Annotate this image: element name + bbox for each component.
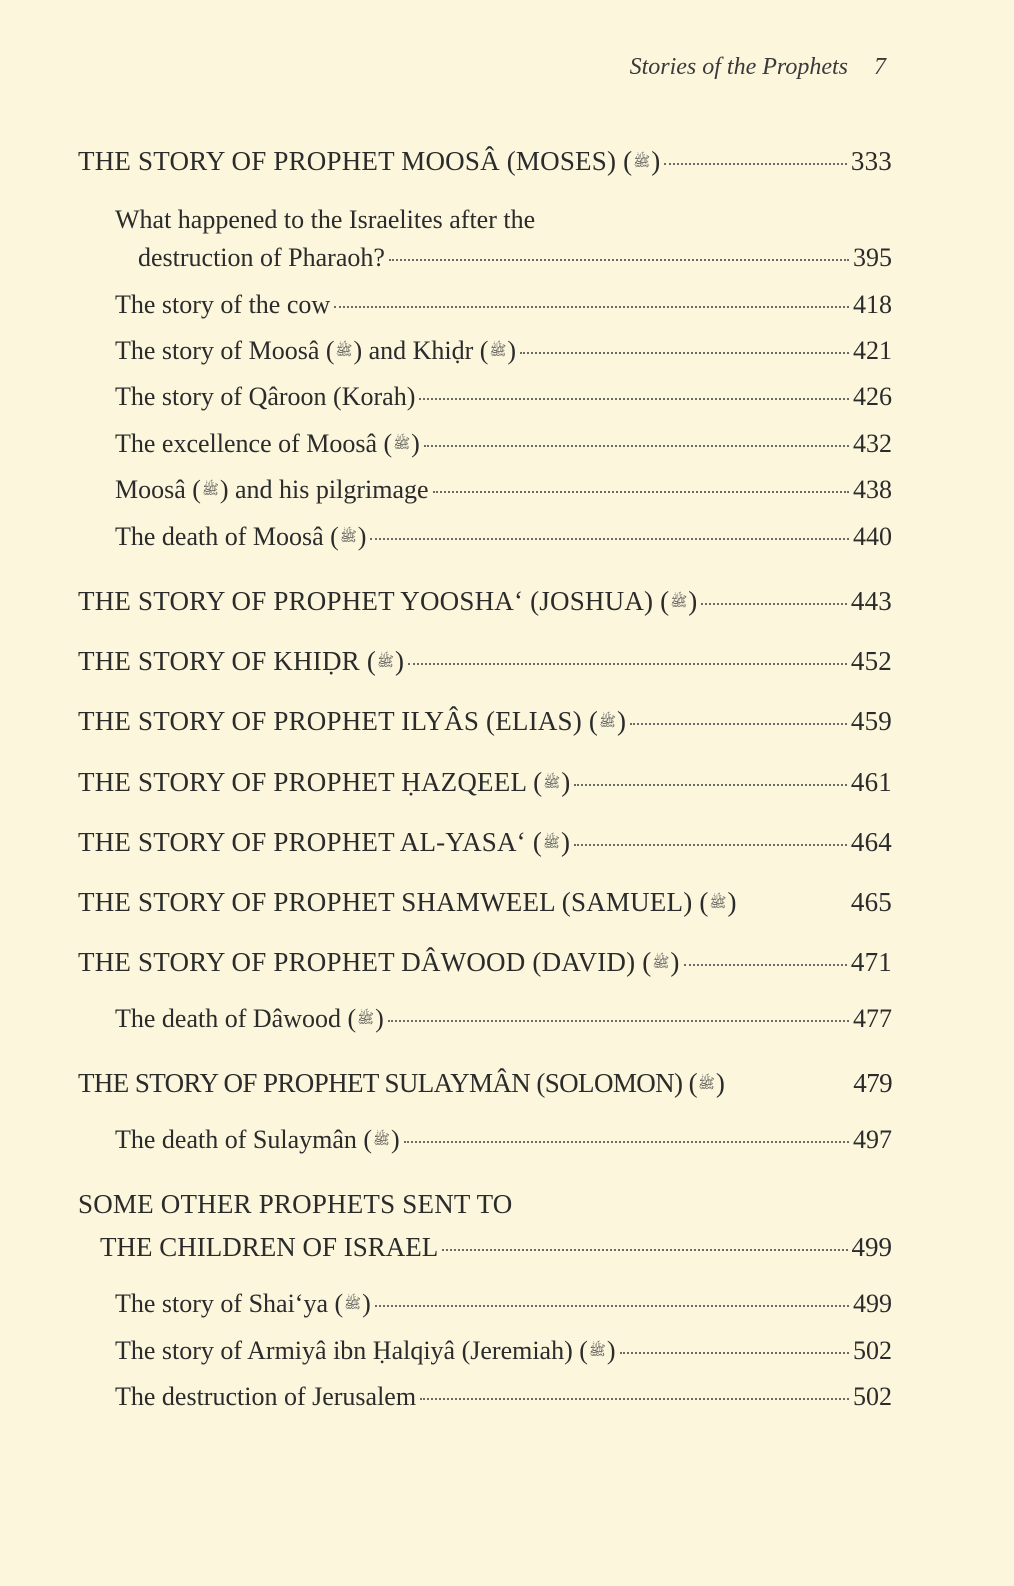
dot-leader [408,663,847,665]
toc-page-number: 499 [853,1289,892,1318]
toc-page-number: 461 [850,767,892,797]
dot-leader [420,1398,849,1400]
toc-entry[interactable] [0,1382,1014,1422]
honorific-icon: ﷺ [543,776,561,791]
toc-entry-title: THE STORY OF PROPHET AL-YASA‘ ( [78,827,543,857]
toc-entry-title: The death of Sulaymân ( [115,1125,373,1154]
toc-entry-title: THE STORY OF PROPHET SULAYMÂN (SOLOMON) ( [78,1068,697,1098]
toc-entry[interactable]: The story of Armiyâ ibn Ḥalqiyâ (Jeremiah) (ﷺ) 502 [115,1336,892,1365]
toc-entry[interactable]: The excellence of Moosâ (ﷺ) 432 [115,429,892,458]
toc-entry-title: What happened to the Israelites after the [115,205,536,234]
toc-entry-title: The death of Moosâ ( [115,522,339,551]
toc-entry-title: The destruction of Jerusalem [115,1382,417,1411]
toc-page-number: 477 [853,1004,892,1033]
dot-leader [389,259,849,261]
toc-entry[interactable]: The death of Moosâ (ﷺ) 440 [115,522,892,551]
toc-entry[interactable]: The story of Shai‘ya (ﷺ) 499 [115,1289,892,1318]
toc-page-number: 465 [850,887,892,917]
page-number: 7 [874,54,886,80]
toc-page-number: 440 [853,522,892,551]
toc-page-number: 452 [850,646,892,676]
toc-page-number: 421 [853,336,892,365]
toc-entry-title: The story of Shai‘ya ( [115,1289,344,1318]
dot-leader [375,1305,849,1307]
toc-entry[interactable]: THE STORY OF PROPHET YOOSHA‘ (JOSHUA) (ﷺ) 443 [78,586,892,616]
honorific-icon: ﷺ [201,483,219,498]
toc-page-number: 438 [853,475,892,504]
dot-leader [664,163,846,165]
toc-entry-title: The story of Qâroon (Korah) [115,382,416,411]
dot-leader [620,1352,849,1354]
toc-page-number: 464 [850,827,892,857]
toc-page-number: 443 [850,586,892,616]
toc-page-number: 497 [853,1125,892,1154]
honorific-icon: ﷺ [633,155,651,170]
toc-page-number: 418 [853,290,892,319]
toc-entry-title: THE STORY OF PROPHET DÂWOOD (DAVID) ( [78,947,652,977]
dot-leader [433,491,849,493]
toc-page-number: 432 [853,429,892,458]
toc-entry-title: THE STORY OF PROPHET YOOSHA‘ (JOSHUA) ( [78,586,670,616]
toc-entry-title: destruction of Pharaoh? [138,243,385,272]
toc-entry[interactable]: THE STORY OF KHIḌR (ﷺ) 452 [78,646,892,676]
toc-entry-title: THE STORY OF PROPHET MOOSÂ (MOSES) ( [78,146,633,176]
toc-entry[interactable] [0,382,1014,422]
honorific-icon: ﷺ [339,530,357,545]
dot-leader [574,844,847,846]
toc-entry[interactable]: THE STORY OF PROPHET SULAYMÂN (SOLOMON) (ﷺ) 479 [78,1068,892,1098]
toc-entry-title: THE STORY OF PROPHET ḤAZQEEL ( [78,767,543,797]
toc-entry-title: THE STORY OF KHIḌR ( [78,646,377,676]
dot-leader [701,603,846,605]
toc-entry-title: THE STORY OF PROPHET ILYÂS (ELIAS) ( [78,706,599,736]
toc-entry[interactable]: THE STORY OF PROPHET DÂWOOD (DAVID) (ﷺ) 471 [78,947,892,977]
dot-leader [630,723,847,725]
toc-entry-title: THE STORY OF PROPHET SHAMWEEL (SAMUEL) ( [78,887,709,917]
honorific-icon: ﷺ [344,1297,362,1312]
toc-entry-title: THE CHILDREN OF ISRAEL [100,1232,439,1262]
toc-entry[interactable] [0,1189,1014,1229]
honorific-icon: ﷺ [489,344,507,359]
toc-entry[interactable]: THE STORY OF PROPHET SHAMWEEL (SAMUEL) (ﷺ) 465 [78,887,892,917]
toc-page-number: 333 [850,146,892,176]
toc-entry-title: The death of Dâwood ( [115,1004,357,1033]
dot-leader [370,538,849,540]
toc-page-number: 479 [853,1068,892,1098]
toc-entry[interactable] [0,205,1014,245]
toc-entry-continuation[interactable] [0,1232,1014,1272]
toc-entry-title: The story of Moosâ ( [115,336,335,365]
honorific-icon: ﷺ [599,715,616,730]
toc-page-number: 502 [853,1336,892,1365]
honorific-icon: ﷺ [697,1077,715,1092]
toc-entry[interactable]: Moosâ (ﷺ) and his pilgrimage 438 [115,475,892,504]
toc-entry[interactable] [0,290,1014,330]
dot-leader [424,445,849,447]
toc-entry-continuation[interactable] [0,243,1014,283]
dot-leader [419,398,849,400]
toc-page-number: 426 [853,382,892,411]
honorific-icon: ﷺ [588,1344,606,1359]
toc-entry[interactable]: The story of Moosâ (ﷺ) and Khiḍr (ﷺ) 421 [115,336,892,365]
honorific-icon: ﷺ [393,437,411,452]
honorific-icon: ﷺ [670,595,688,610]
toc-entry-title: Moosâ ( [115,475,201,504]
dot-leader [442,1249,847,1251]
honorific-icon: ﷺ [709,896,727,911]
toc-page-number: 459 [850,706,892,736]
honorific-icon: ﷺ [335,344,353,359]
honorific-icon: ﷺ [357,1012,375,1027]
toc-entry[interactable]: THE STORY OF PROPHET ILYÂS (ELIAS) (ﷺ) 459 [78,706,892,736]
toc-entry[interactable]: THE STORY OF PROPHET AL-YASA‘ (ﷺ) 464 [78,827,892,857]
dot-leader [520,352,849,354]
dot-leader [388,1020,849,1022]
honorific-icon: ﷺ [373,1133,390,1148]
toc-entry-title: The excellence of Moosâ ( [115,429,393,458]
dot-leader [334,306,849,308]
toc-page-number: 395 [853,243,892,272]
running-header [630,54,886,81]
dot-leader [404,1141,849,1143]
toc-entry[interactable]: THE STORY OF PROPHET ḤAZQEEL (ﷺ) 461 [78,767,892,797]
toc-entry[interactable]: The death of Dâwood (ﷺ) 477 [115,1004,892,1033]
toc-entry[interactable]: THE STORY OF PROPHET MOOSÂ (MOSES) (ﷺ) 333 [78,146,892,176]
dot-leader [574,784,846,786]
toc-page-number: 502 [853,1382,892,1411]
honorific-icon: ﷺ [543,836,560,851]
toc-entry-title: The story of the cow [115,290,331,319]
running-title: Stories of the Prophets [629,54,848,80]
toc-entry-title: SOME OTHER PROPHETS SENT TO [78,1189,513,1219]
dot-leader [684,964,847,966]
toc-page-number: 471 [850,947,892,977]
toc-entry-title: The story of Armiyâ ibn Ḥalqiyâ (Jeremiah) ( [115,1336,588,1365]
toc-entry[interactable]: The death of Sulaymân (ﷺ) 497 [115,1125,892,1154]
toc-page-number: 499 [851,1232,892,1262]
honorific-icon: ﷺ [652,956,670,971]
honorific-icon: ﷺ [377,655,394,670]
